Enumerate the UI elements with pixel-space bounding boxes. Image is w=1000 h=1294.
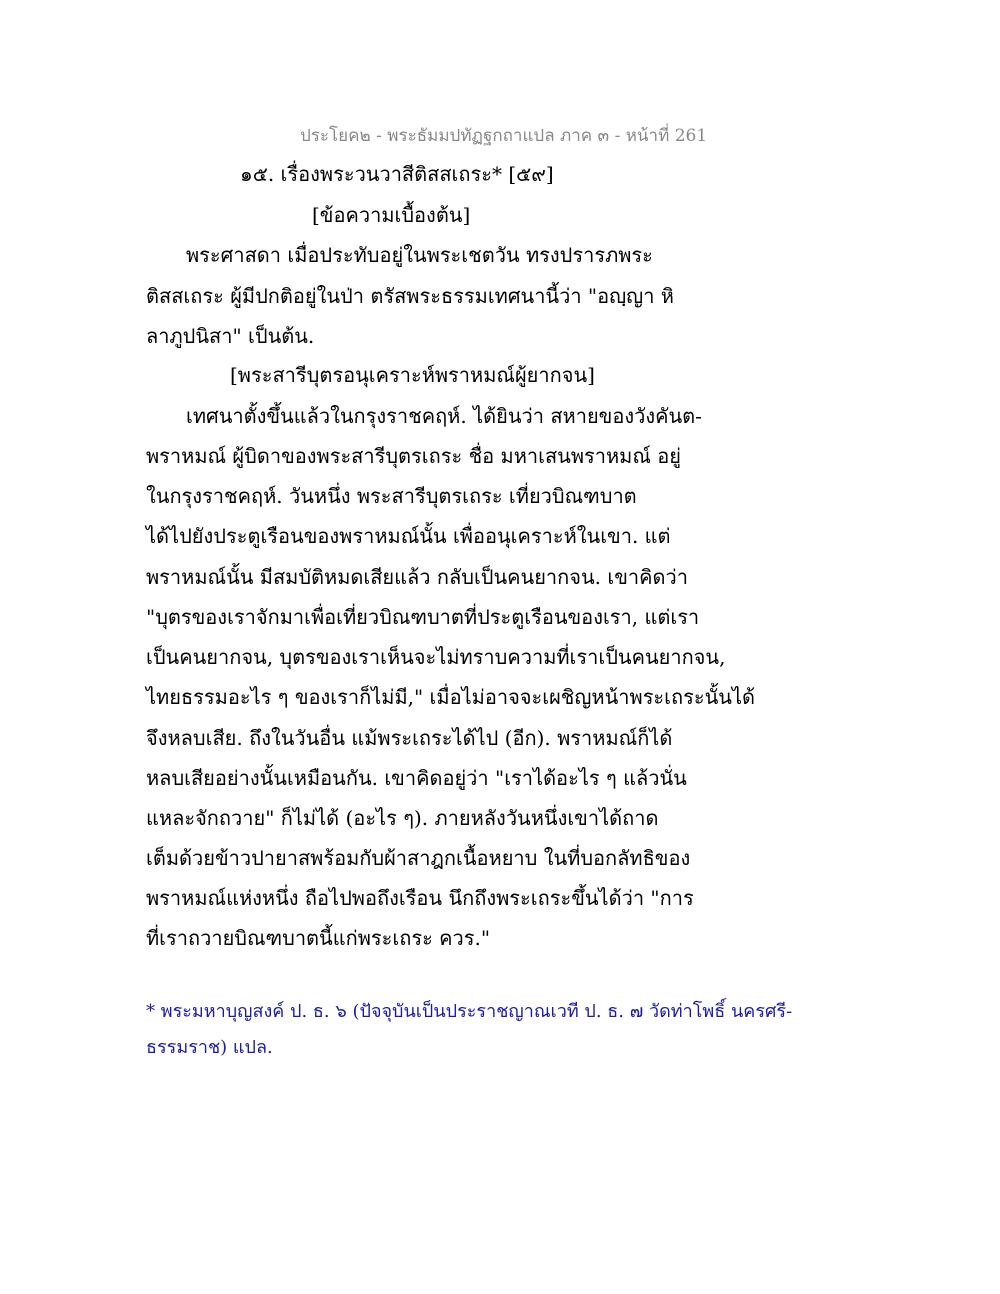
footnote-line: * พระมหาบุญสงค์ ป. ธ. ๖ (ปัจจุบันเป็นประราชญาณเวที ป. ธ. ๗ วัดท่าโพธิ์ นครศรี- xyxy=(146,1001,793,1022)
body-line: หลบเสียอย่างนั้นเหมือนกัน. เขาคิดอยู่ว่า "เราได้อะไร ๆ แล้วนั่น xyxy=(146,766,687,790)
body-line: ในกรุงราชคฤห์. วันหนึ่ง พระสารีบุตรเถระ เที่ยวบิณฑบาต xyxy=(146,484,637,508)
body-line: "บุตรของเราจักมาเพื่อเที่ยวบิณฑบาตที่ประตูเรือนของเรา, แต่เรา xyxy=(146,605,700,629)
body-line: เต็มด้วยข้าวปายาสพร้อมกับผ้าสาฎกเนื้อหยาบ ในที่บอกลัทธิของ xyxy=(146,846,691,870)
body-line: แหละจักถวาย" ก็ไม่ได้ (อะไร ๆ). ภายหลังวันหนึ่งเขาได้ถาด xyxy=(146,806,659,830)
body-line: ที่เราถวายบิณฑบาตนี้แก่พระเถระ ควร." xyxy=(146,926,491,950)
body-line: ไทยธรรมอะไร ๆ ของเราก็ไม่มี," เมื่อไม่อาจจะเผชิญหน้าพระเถระนั้นได้ xyxy=(146,685,755,709)
body-line: ติสสเถระ ผู้มีปกติอยู่ในป่า ตรัสพระธรรมเทศนานี้ว่า "อญฺญา หิ xyxy=(146,284,674,308)
story-title: ๑๕. เรื่องพระวนวาสีติสสเถระ* [๕๙] xyxy=(240,162,554,186)
body-line: พราหมณ์แห่งหนึ่ง ถือไปพอถึงเรือน นึกถึงพระเถระขึ้นได้ว่า "การ xyxy=(146,886,694,910)
section-heading-intro: [ข้อความเบื้องต้น] xyxy=(312,203,471,227)
body-line: ลาภูปนิสา" เป็นต้น. xyxy=(146,324,315,348)
body-line: จึงหลบเสีย. ถึงในวันอื่น แม้พระเถระได้ไป (อีก). พราหมณ์ก็ได้ xyxy=(146,726,673,750)
body-line: เป็นคนยากจน, บุตรของเราเห็นจะไม่ทราบความที่เราเป็นคนยากจน, xyxy=(146,645,726,669)
body-line: พราหมณ์นั้น มีสมบัติหมดเสียแล้ว กลับเป็นคนยากจน. เขาคิดว่า xyxy=(146,565,688,589)
section-heading-sariputta: [พระสารีบุตรอนุเคราะห์พราหมณ์ผู้ยากจน] xyxy=(230,363,595,387)
footnote-line: ธรรมราช) แปล. xyxy=(146,1037,273,1058)
body-line: พราหมณ์ ผู้บิดาของพระสารีบุตรเถระ ชื่อ มหาเสนพราหมณ์ อยู่ xyxy=(146,444,681,468)
body-line: พระศาสดา เมื่อประทับอยู่ในพระเชตวัน ทรงปรารภพระ xyxy=(186,243,653,267)
body-line: เทศนาตั้งขึ้นแล้วในกรุงราชคฤห์. ได้ยินว่า สหายของวังคันต- xyxy=(186,404,702,428)
page-header: ประโยค๒ - พระธัมมปทัฏฐกถาแปล ภาค ๓ - หน้าที่ 261 xyxy=(300,126,708,146)
body-line: ได้ไปยังประตูเรือนของพราหมณ์นั้น เพื่ออนุเคราะห์ในเขา. แต่ xyxy=(146,524,671,548)
